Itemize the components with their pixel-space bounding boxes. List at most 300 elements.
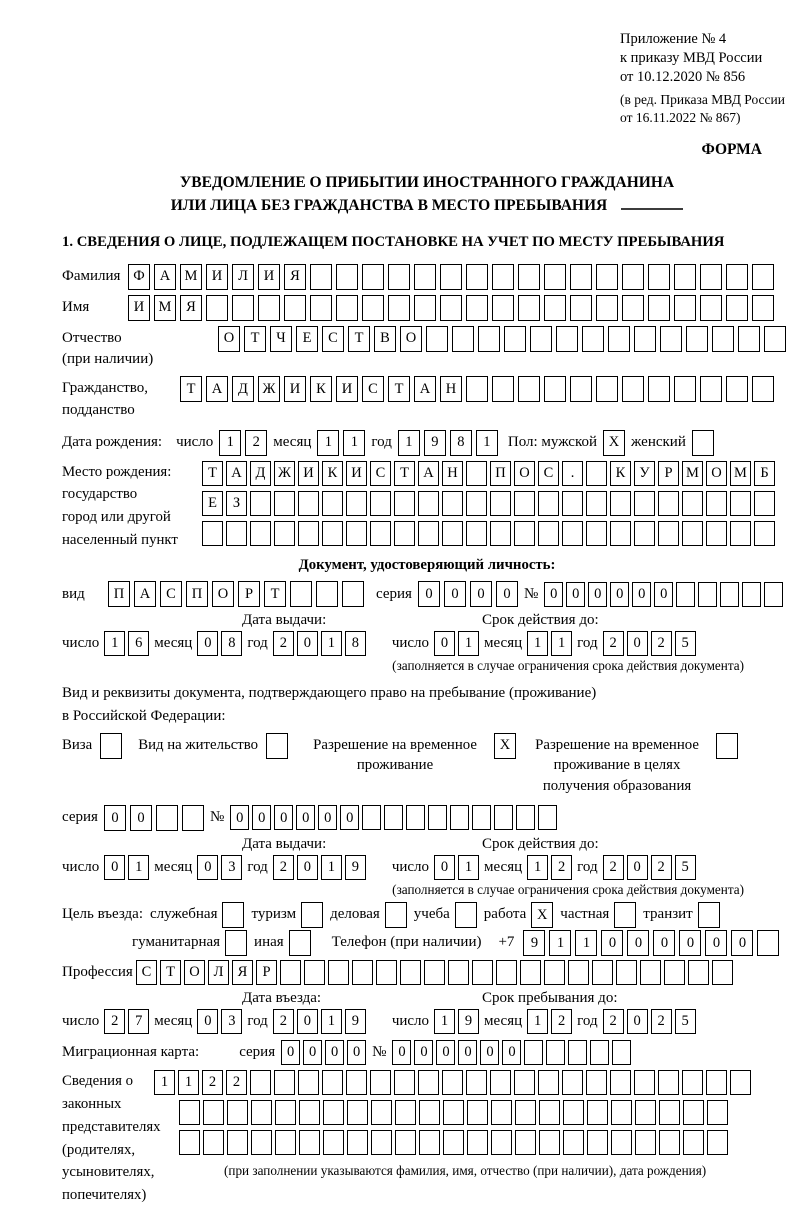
char-cell[interactable] [616,960,637,985]
char-cell[interactable]: Р [658,461,679,486]
char-cell[interactable] [322,491,343,516]
char-cell[interactable]: 1 [527,1009,548,1034]
char-cell[interactable] [700,376,722,402]
char-cell[interactable] [418,491,439,516]
char-cell[interactable] [682,491,703,516]
char-cell[interactable]: 8 [450,430,472,456]
char-cell[interactable]: Т [244,326,266,352]
char-cell[interactable] [648,264,670,290]
char-cell[interactable]: О [514,461,535,486]
char-cell[interactable] [298,521,319,546]
char-cell[interactable] [443,1130,464,1155]
char-cell[interactable] [442,491,463,516]
char-cell[interactable]: 1 [317,430,339,456]
char-cell[interactable] [336,295,358,321]
char-cell[interactable] [467,1100,488,1125]
checkbox-cell[interactable] [698,902,720,928]
char-cell[interactable]: 1 [551,631,572,656]
char-cell[interactable]: М [730,461,751,486]
char-cell[interactable] [596,295,618,321]
char-cell[interactable] [586,521,607,546]
char-cell[interactable]: 2 [603,631,624,656]
char-cell[interactable] [518,376,540,402]
char-cell[interactable]: Ж [258,376,280,402]
char-cell[interactable] [664,960,685,985]
char-cell[interactable] [323,1130,344,1155]
char-cell[interactable]: А [226,461,247,486]
char-cell[interactable]: Е [202,491,223,516]
char-cell[interactable] [592,960,613,985]
char-cell[interactable]: 9 [424,430,446,456]
char-cell[interactable] [370,491,391,516]
char-cell[interactable]: 0 [340,805,359,830]
char-cell[interactable]: С [370,461,391,486]
char-cell[interactable] [179,1100,200,1125]
char-cell[interactable]: 5 [675,1009,696,1034]
char-cell[interactable] [676,582,695,607]
char-cell[interactable] [754,521,775,546]
char-cell[interactable] [362,295,384,321]
char-cell[interactable] [738,326,760,352]
char-cell[interactable]: 1 [549,930,571,956]
char-cell[interactable]: 1 [104,631,125,656]
char-cell[interactable] [648,376,670,402]
char-cell[interactable]: Ч [270,326,292,352]
char-cell[interactable] [250,491,271,516]
char-cell[interactable] [384,805,403,830]
char-cell[interactable]: Я [284,264,306,290]
char-cell[interactable]: Е [296,326,318,352]
char-cell[interactable] [466,461,487,486]
char-cell[interactable]: П [108,581,130,607]
char-cell[interactable]: 9 [523,930,545,956]
char-cell[interactable] [299,1100,320,1125]
char-cell[interactable]: 0 [588,582,607,607]
char-cell[interactable]: 1 [219,430,241,456]
char-cell[interactable] [371,1100,392,1125]
char-cell[interactable]: 1 [434,1009,455,1034]
char-cell[interactable]: 0 [679,930,701,956]
char-cell[interactable] [440,295,462,321]
char-cell[interactable] [346,491,367,516]
char-cell[interactable] [544,376,566,402]
char-cell[interactable] [346,1070,367,1095]
char-cell[interactable] [203,1130,224,1155]
char-cell[interactable] [590,1040,609,1065]
char-cell[interactable]: У [634,461,655,486]
char-cell[interactable]: 1 [458,855,479,880]
char-cell[interactable] [347,1100,368,1125]
char-cell[interactable] [706,1070,727,1095]
char-cell[interactable]: 1 [398,430,420,456]
char-cell[interactable] [490,1070,511,1095]
char-cell[interactable]: 0 [392,1040,411,1065]
char-cell[interactable]: 0 [197,631,218,656]
char-cell[interactable] [316,581,338,607]
char-cell[interactable]: 0 [197,855,218,880]
char-cell[interactable] [504,326,526,352]
char-cell[interactable] [544,960,565,985]
char-cell[interactable] [492,264,514,290]
char-cell[interactable] [394,1070,415,1095]
char-cell[interactable] [562,1070,583,1095]
char-cell[interactable] [752,264,774,290]
char-cell[interactable] [322,521,343,546]
checkbox-cell[interactable] [455,902,477,928]
char-cell[interactable] [514,491,535,516]
char-cell[interactable] [660,326,682,352]
char-cell[interactable] [370,521,391,546]
char-cell[interactable] [290,581,312,607]
char-cell[interactable] [658,491,679,516]
char-cell[interactable] [304,960,325,985]
char-cell[interactable]: 7 [128,1009,149,1034]
char-cell[interactable] [720,582,739,607]
char-cell[interactable] [544,295,566,321]
char-cell[interactable] [562,491,583,516]
char-cell[interactable] [659,1130,680,1155]
char-cell[interactable] [280,960,301,985]
char-cell[interactable] [524,1040,543,1065]
char-cell[interactable]: 9 [345,855,366,880]
char-cell[interactable] [596,376,618,402]
char-cell[interactable] [612,1040,631,1065]
checkbox-cell[interactable] [289,930,311,956]
char-cell[interactable] [442,1070,463,1095]
char-cell[interactable] [546,1040,565,1065]
checkbox-cell[interactable] [614,902,636,928]
char-cell[interactable]: И [336,376,358,402]
char-cell[interactable] [226,521,247,546]
char-cell[interactable]: 0 [297,1009,318,1034]
char-cell[interactable] [556,326,578,352]
char-cell[interactable]: С [322,326,344,352]
char-cell[interactable]: О [184,960,205,985]
char-cell[interactable]: И [258,264,280,290]
char-cell[interactable] [674,295,696,321]
char-cell[interactable] [726,264,748,290]
char-cell[interactable]: Ж [274,461,295,486]
char-cell[interactable] [539,1100,560,1125]
char-cell[interactable] [258,295,280,321]
char-cell[interactable] [310,295,332,321]
char-cell[interactable]: Т [388,376,410,402]
char-cell[interactable] [466,376,488,402]
char-cell[interactable] [362,805,381,830]
char-cell[interactable] [518,295,540,321]
char-cell[interactable] [443,1100,464,1125]
char-cell[interactable]: 2 [202,1070,223,1095]
char-cell[interactable] [570,376,592,402]
char-cell[interactable]: 0 [731,930,753,956]
char-cell[interactable]: 1 [343,430,365,456]
char-cell[interactable] [587,1100,608,1125]
char-cell[interactable]: 0 [627,1009,648,1034]
char-cell[interactable] [730,521,751,546]
char-cell[interactable]: 0 [104,855,125,880]
char-cell[interactable] [712,960,733,985]
char-cell[interactable] [658,521,679,546]
char-cell[interactable]: И [298,461,319,486]
char-cell[interactable]: 1 [476,430,498,456]
char-cell[interactable]: 2 [603,855,624,880]
char-cell[interactable] [370,1070,391,1095]
char-cell[interactable] [634,521,655,546]
char-cell[interactable]: Т [202,461,223,486]
char-cell[interactable] [586,1070,607,1095]
char-cell[interactable] [730,1070,751,1095]
char-cell[interactable]: Я [180,295,202,321]
char-cell[interactable] [491,1130,512,1155]
char-cell[interactable] [707,1130,728,1155]
char-cell[interactable]: 1 [321,631,342,656]
char-cell[interactable] [400,960,421,985]
char-cell[interactable]: 0 [601,930,623,956]
char-cell[interactable] [563,1130,584,1155]
char-cell[interactable]: 0 [325,1040,344,1065]
char-cell[interactable] [707,1100,728,1125]
char-cell[interactable] [520,960,541,985]
char-cell[interactable] [538,491,559,516]
checkbox-cell[interactable] [716,733,738,759]
char-cell[interactable]: 0 [654,582,673,607]
char-cell[interactable]: 0 [414,1040,433,1065]
char-cell[interactable] [563,1100,584,1125]
char-cell[interactable] [227,1100,248,1125]
char-cell[interactable] [388,295,410,321]
char-cell[interactable] [754,491,775,516]
char-cell[interactable]: 0 [197,1009,218,1034]
char-cell[interactable]: И [284,376,306,402]
char-cell[interactable] [706,491,727,516]
char-cell[interactable] [698,582,717,607]
char-cell[interactable] [299,1130,320,1155]
char-cell[interactable]: 9 [345,1009,366,1034]
char-cell[interactable] [418,1070,439,1095]
char-cell[interactable] [442,521,463,546]
char-cell[interactable] [419,1130,440,1155]
char-cell[interactable]: 2 [273,855,294,880]
char-cell[interactable]: 0 [303,1040,322,1065]
char-cell[interactable] [674,376,696,402]
char-cell[interactable] [298,491,319,516]
char-cell[interactable] [634,1070,655,1095]
char-cell[interactable] [742,582,761,607]
char-cell[interactable]: Л [232,264,254,290]
char-cell[interactable] [448,960,469,985]
char-cell[interactable] [352,960,373,985]
char-cell[interactable]: . [562,461,583,486]
char-cell[interactable] [587,1130,608,1155]
char-cell[interactable] [492,295,514,321]
char-cell[interactable] [251,1100,272,1125]
char-cell[interactable]: 2 [551,1009,572,1034]
char-cell[interactable] [706,521,727,546]
char-cell[interactable] [659,1100,680,1125]
char-cell[interactable] [538,805,557,830]
char-cell[interactable] [336,264,358,290]
char-cell[interactable]: 0 [347,1040,366,1065]
char-cell[interactable] [730,491,751,516]
char-cell[interactable]: Т [264,581,286,607]
checkbox-cell[interactable]: X [531,902,553,928]
char-cell[interactable] [538,1070,559,1095]
char-cell[interactable]: С [160,581,182,607]
char-cell[interactable]: К [322,461,343,486]
char-cell[interactable] [274,491,295,516]
char-cell[interactable]: С [362,376,384,402]
char-cell[interactable]: 2 [651,1009,672,1034]
char-cell[interactable] [440,264,462,290]
char-cell[interactable] [490,521,511,546]
char-cell[interactable]: Т [160,960,181,985]
char-cell[interactable] [466,295,488,321]
char-cell[interactable]: 0 [297,855,318,880]
char-cell[interactable]: 1 [178,1070,199,1095]
char-cell[interactable]: 0 [230,805,249,830]
char-cell[interactable]: Т [180,376,202,402]
char-cell[interactable]: 0 [318,805,337,830]
char-cell[interactable]: 1 [128,855,149,880]
char-cell[interactable] [764,326,786,352]
char-cell[interactable]: 2 [226,1070,247,1095]
char-cell[interactable] [428,805,447,830]
char-cell[interactable]: М [180,264,202,290]
char-cell[interactable] [467,1130,488,1155]
char-cell[interactable] [466,521,487,546]
char-cell[interactable]: 0 [104,805,126,831]
char-cell[interactable]: В [374,326,396,352]
char-cell[interactable] [424,960,445,985]
char-cell[interactable] [395,1130,416,1155]
char-cell[interactable] [622,376,644,402]
char-cell[interactable] [466,264,488,290]
char-cell[interactable] [726,295,748,321]
char-cell[interactable]: 9 [458,1009,479,1034]
char-cell[interactable]: 2 [245,430,267,456]
char-cell[interactable] [472,960,493,985]
char-cell[interactable]: 0 [610,582,629,607]
char-cell[interactable]: 0 [480,1040,499,1065]
char-cell[interactable]: 2 [551,855,572,880]
char-cell[interactable] [688,960,709,985]
char-cell[interactable] [515,1100,536,1125]
char-cell[interactable] [757,930,779,956]
char-cell[interactable]: Р [238,581,260,607]
char-cell[interactable]: 0 [297,631,318,656]
char-cell[interactable] [622,295,644,321]
char-cell[interactable] [658,1070,679,1095]
char-cell[interactable] [250,521,271,546]
char-cell[interactable] [683,1100,704,1125]
char-cell[interactable]: 0 [653,930,675,956]
char-cell[interactable]: 2 [651,631,672,656]
char-cell[interactable] [490,491,511,516]
char-cell[interactable]: С [538,461,559,486]
char-cell[interactable]: О [212,581,234,607]
char-cell[interactable]: А [418,461,439,486]
char-cell[interactable] [414,295,436,321]
char-cell[interactable]: К [610,461,631,486]
char-cell[interactable] [494,805,513,830]
char-cell[interactable] [371,1130,392,1155]
char-cell[interactable]: Д [250,461,271,486]
char-cell[interactable] [596,264,618,290]
char-cell[interactable]: 0 [627,855,648,880]
char-cell[interactable] [610,521,631,546]
char-cell[interactable] [634,491,655,516]
char-cell[interactable] [342,581,364,607]
char-cell[interactable] [682,1070,703,1095]
char-cell[interactable] [426,326,448,352]
char-cell[interactable] [406,805,425,830]
char-cell[interactable] [544,264,566,290]
checkbox-cell[interactable]: X [494,733,516,759]
char-cell[interactable] [203,1100,224,1125]
char-cell[interactable] [514,1070,535,1095]
char-cell[interactable] [686,326,708,352]
char-cell[interactable] [568,960,589,985]
checkbox-cell[interactable] [301,902,323,928]
char-cell[interactable] [298,1070,319,1095]
char-cell[interactable]: Б [754,461,775,486]
char-cell[interactable]: 0 [627,930,649,956]
char-cell[interactable] [251,1130,272,1155]
char-cell[interactable] [610,491,631,516]
char-cell[interactable]: П [186,581,208,607]
char-cell[interactable] [478,326,500,352]
char-cell[interactable] [682,521,703,546]
char-cell[interactable]: П [490,461,511,486]
char-cell[interactable]: А [414,376,436,402]
checkbox-cell[interactable] [385,902,407,928]
char-cell[interactable] [570,295,592,321]
char-cell[interactable]: 5 [675,855,696,880]
char-cell[interactable]: А [134,581,156,607]
char-cell[interactable] [284,295,306,321]
char-cell[interactable]: О [706,461,727,486]
char-cell[interactable]: 0 [252,805,271,830]
char-cell[interactable]: А [206,376,228,402]
char-cell[interactable]: 0 [566,582,585,607]
char-cell[interactable]: 2 [273,1009,294,1034]
char-cell[interactable] [491,1100,512,1125]
char-cell[interactable] [182,805,204,831]
char-cell[interactable] [726,376,748,402]
char-cell[interactable] [376,960,397,985]
char-cell[interactable] [538,521,559,546]
char-cell[interactable] [452,326,474,352]
char-cell[interactable] [323,1100,344,1125]
char-cell[interactable] [648,295,670,321]
char-cell[interactable] [530,326,552,352]
char-cell[interactable] [346,521,367,546]
char-cell[interactable]: 1 [321,1009,342,1034]
char-cell[interactable]: 2 [603,1009,624,1034]
char-cell[interactable] [202,521,223,546]
char-cell[interactable] [394,521,415,546]
char-cell[interactable]: 0 [444,581,466,607]
char-cell[interactable] [472,805,491,830]
char-cell[interactable]: 8 [221,631,242,656]
char-cell[interactable]: 1 [527,855,548,880]
char-cell[interactable] [419,1100,440,1125]
checkbox-cell[interactable]: X [603,430,625,456]
char-cell[interactable] [179,1130,200,1155]
char-cell[interactable] [322,1070,343,1095]
char-cell[interactable] [414,264,436,290]
char-cell[interactable]: Д [232,376,254,402]
